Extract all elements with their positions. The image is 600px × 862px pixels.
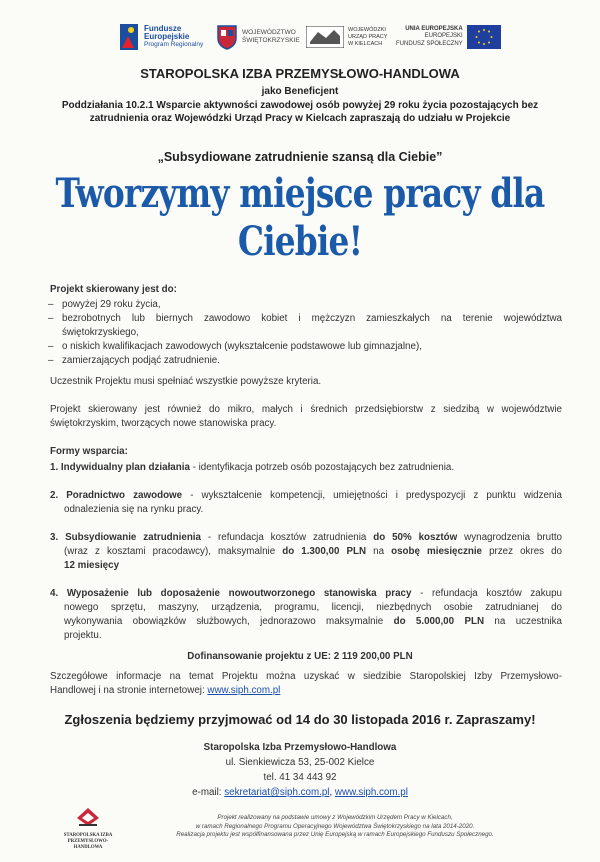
- website-link-footer[interactable]: www.siph.com.pl: [334, 787, 408, 798]
- fe-line2: Europejskie: [144, 32, 190, 41]
- fe-emblem-icon: [118, 22, 140, 52]
- logo-bar: [0, 14, 600, 64]
- eu-logo: [396, 14, 501, 60]
- intro-line-1: Poddziałania 10.2.1 Wsparcie aktywności zawodowej osób powyżej 29 roku życia pozostających bez: [61, 100, 539, 111]
- website-link[interactable]: www.siph.com.pl: [207, 685, 281, 696]
- support-item-4-cont2: wykonywania obowiązków służbowych, jednorazowo maksymalnie do 5.000,00 PLN na uczestnika: [64, 616, 562, 627]
- contact-phone: tel. 41 34 443 92: [263, 772, 337, 783]
- eu-flag-icon: [467, 25, 501, 49]
- wup-logo: [306, 14, 387, 60]
- support-item-3-cont: (wraz z kosztami pracodawcy), maksymalnie do 1.300,00 PLN na osobę miesięcznie przez okres do: [64, 546, 563, 557]
- info-line-1: Szczegółowe informacje na temat Projektu można uzyskać w siedzibie Staropolskiej Izby Przemysłowo-: [50, 671, 562, 682]
- siph-logo-text: STAROPOLSKA IZBA PRZEMYSŁOWO-HANDLOWA: [63, 833, 113, 850]
- support-item-2: 2. Poradnictwo zawodowe - wykształcenie kompetencji, umiejętności i predyspozycji z punktu widzenia: [50, 490, 563, 501]
- footnote-line-1: Projekt realizowany na podstawie umowy z Wojewódzkim Urzędem Pracy w Kielcach,: [217, 814, 453, 821]
- siph-logo: [58, 806, 118, 851]
- target-item: – o niskich kwalifikacjach zawodowych (wykształcenie podstawowe lub gimnazjalne),: [48, 341, 422, 352]
- funding-amount: Dofinansowanie projektu z UE: 2 119 200,00 PLN: [187, 651, 413, 662]
- contact-email-line: e-mail: sekretariat@siph.com.pl, www.siph.com.pl: [192, 787, 408, 798]
- support-item-1: 1. Indywidualny plan działania - identyfikacja potrzeb osób pozostających bez zatrudnienia.: [50, 462, 455, 473]
- org-title: STAROPOLSKA IZBA PRZEMYSŁOWO-HANDLOWA: [140, 66, 460, 81]
- info-line-2: Handlowej i na stronie internetowej: www.siph.com.pl: [50, 685, 281, 696]
- headline-line-2: Ciebie!: [237, 218, 363, 265]
- support-item-3-period: 12 miesięcy: [64, 560, 120, 571]
- support-item-4-cont3: projektu.: [64, 630, 102, 641]
- support-item-4: 4. Wyposażenie lub doposażenie nowoutworzonego stanowiska pracy - refundacja kosztów zakupu: [50, 588, 562, 599]
- siph-emblem-icon: [75, 806, 101, 828]
- support-item-4-cont: nowego sprzętu, maszyny, urządzenia, programu, licencji, niezbędnych osobie zatrudnianej do: [64, 602, 562, 613]
- target-heading: Projekt skierowany jest do:: [50, 284, 177, 295]
- headline-line-1: Tworzymy miejsce pracy dla: [55, 170, 545, 217]
- also-line-2: świętokrzyskim, tworzących nowe stanowiska pracy.: [50, 418, 277, 429]
- fe-line3: Program Regionalny: [144, 41, 204, 48]
- footnote: [130, 814, 540, 840]
- target-item: – powyżej 29 roku życia,: [48, 299, 161, 310]
- intro-line-2: zatrudnienia oraz Wojewódzki Urząd Pracy w Kielcach zapraszają do udziału w Projekcie: [89, 113, 511, 124]
- wup-line1: WOJEWÓDZKI: [348, 26, 386, 33]
- wup-line2: URZĄD PRACY: [348, 33, 388, 40]
- support-item-3: 3. Subsydiowanie zatrudnienia - refundacja kosztów zatrudnienia do 50% kosztów wynagrodzenia brutto: [50, 532, 562, 543]
- wup-line3: W KIELCACH: [348, 40, 383, 47]
- eu-line1: UNIA EUROPEJSKA: [405, 25, 463, 32]
- support-item-2-cont: odnalezienia się na rynku pracy.: [64, 504, 204, 515]
- woj-line1: WOJEWÓDZTWO: [242, 29, 296, 36]
- also-line-1: Projekt skierowany jest również do mikro, małych i średnich przedsiębiorstw z siedzibą w województwie: [50, 404, 562, 415]
- target-item: – zamierzających podjąć zatrudnienie.: [48, 355, 220, 366]
- target-item: – bezrobotnych lub biernych zawodowo kobiet i mężczyzn zamieszkałych na terenie województwa: [48, 313, 562, 324]
- eu-line3: FUNDUSZ SPOŁECZNY: [396, 40, 463, 47]
- wup-emblem-icon: [306, 26, 344, 48]
- call-to-action: Zgłoszenia będziemy przyjmować od 14 do 30 listopada 2016 r. Zapraszamy!: [64, 712, 536, 727]
- fe-line1: Fundusze: [144, 24, 182, 33]
- criteria-note: Uczestnik Projektu musi spełniać wszystkie powyższe kryteria.: [50, 376, 322, 387]
- footnote-line-2: w ramach Regionalnego Programu Operacyjnego Województwa Świętokrzyskiego na lata 2014-2020.: [195, 822, 475, 830]
- wojewodztwo-logo: [216, 14, 300, 60]
- fundusze-europejskie-logo: [118, 14, 203, 60]
- woj-line2: ŚWIĘTOKRZYSKIE: [242, 37, 300, 44]
- beneficiary-label: jako Beneficjent: [261, 86, 339, 97]
- contact-address: ul. Sienkiewicza 53, 25-002 Kielce: [225, 757, 375, 768]
- support-heading: Formy wsparcia:: [50, 446, 128, 457]
- contact-name: Staropolska Izba Przemysłowo-Handlowa: [203, 742, 397, 753]
- eu-line2: EUROPEJSKI: [424, 33, 463, 40]
- project-name: „Subsydiowane zatrudnienie szansą dla Ciebie”: [157, 150, 443, 164]
- footnote-line-3: Realizacja projektu jest współfinansowana przez Unię Europejską w ramach Europejskiego Funduszu Społecznego.: [176, 831, 494, 838]
- coat-of-arms-icon: [216, 24, 238, 50]
- target-item-continued: świętokrzyskiego,: [62, 327, 139, 338]
- email-link[interactable]: sekretariat@siph.com.pl: [224, 787, 330, 798]
